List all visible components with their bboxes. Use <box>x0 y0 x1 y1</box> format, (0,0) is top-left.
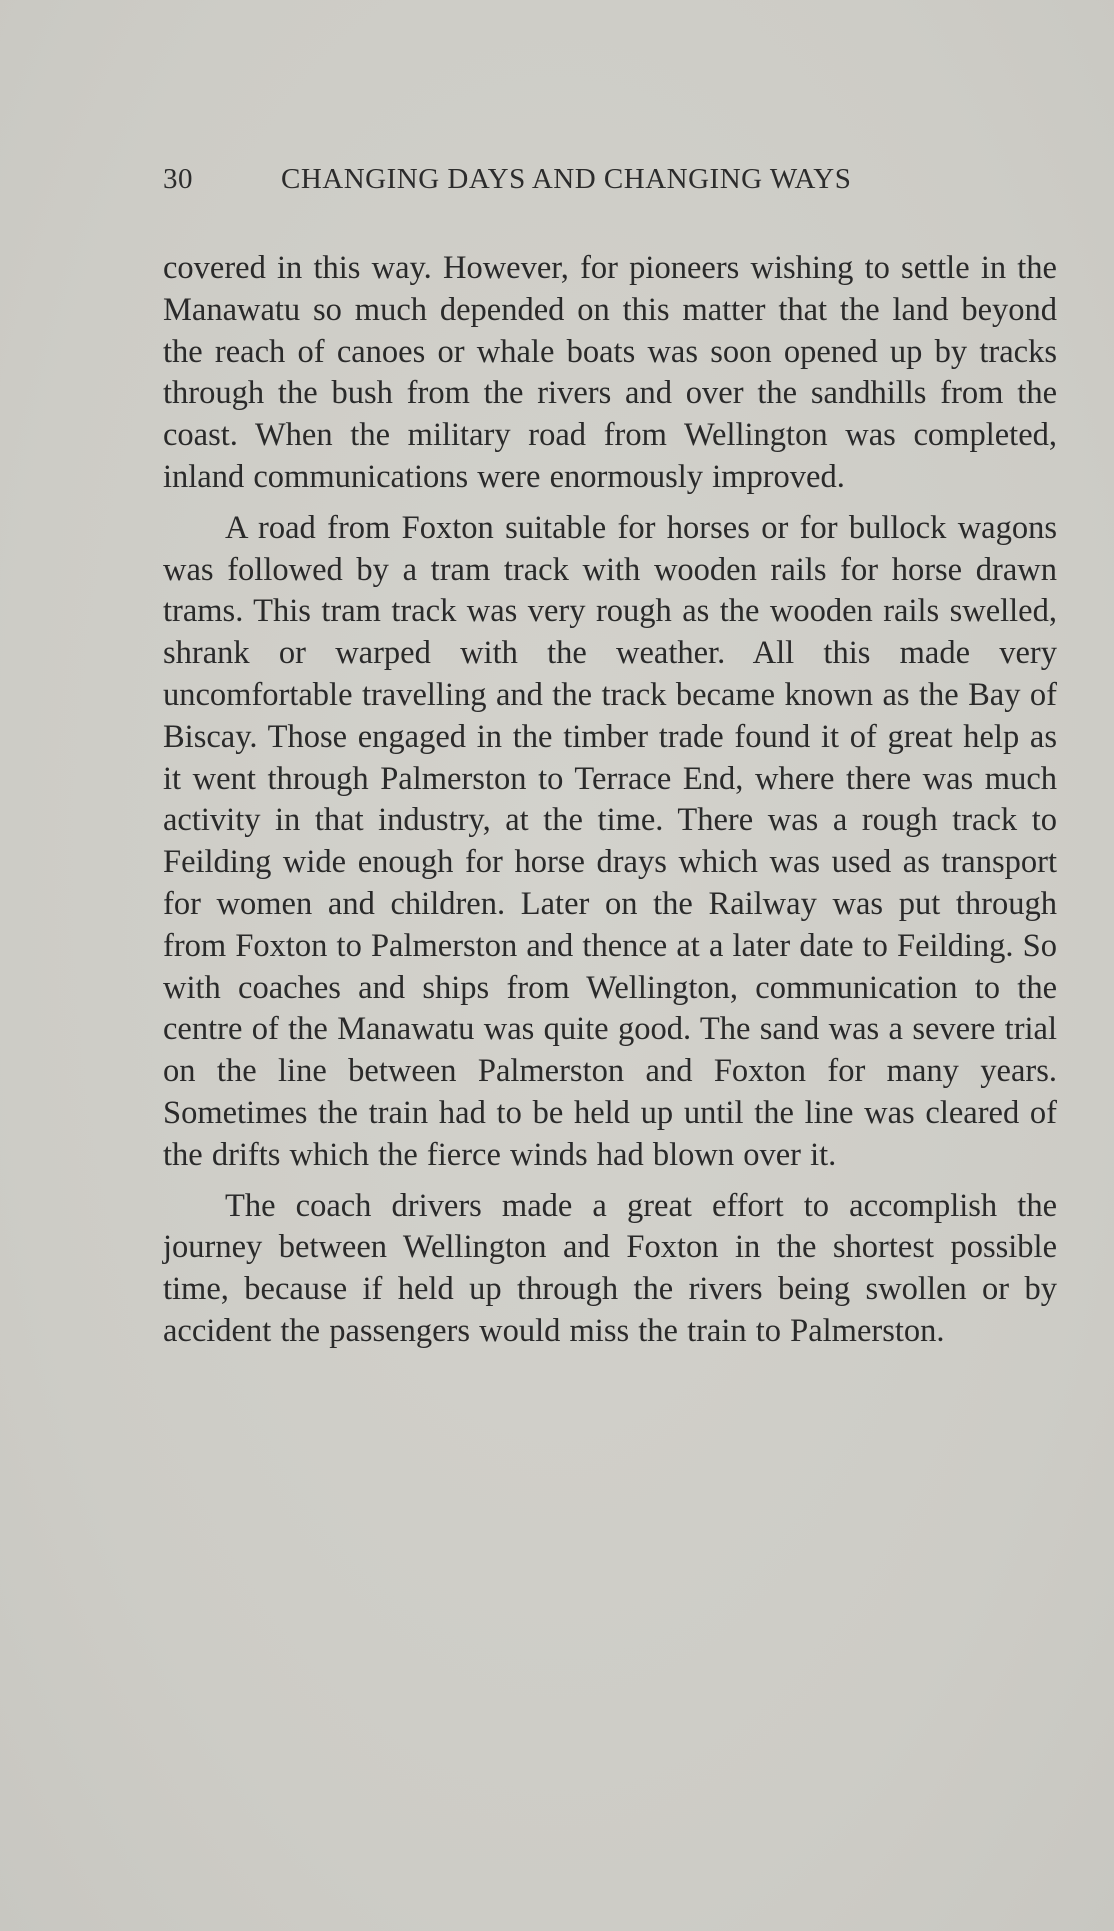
running-title: CHANGING DAYS AND CHANGING WAYS <box>281 163 852 195</box>
body-text <box>163 248 1057 1362</box>
running-head <box>163 163 948 203</box>
paragraph-2: A road from Foxton suitable for horses or for bullock wagons was followed by a tram track with wooden rails for horse drawn trams. This tram track was very rough as the wooden rails swelled, shrank or warped with the weather. All this made very uncomfortable travelling and the track became known as the Bay of Biscay. Those engaged in the timber trade found it of great help as it went through Palmerston to Terrace End, where there was much activity in that industry, at the time. There was a rough track to Feilding wide enough for horse drays which was used as transport for women and children. Later on the Railway was put through from Foxton to Palmerston and thence at a later date to Feilding. So with coaches and ships from Wellington, communication to the centre of the Manawatu was quite good. The sand was a severe trial on the line between Palmerston and Foxton for many years. Sometimes the train had to be held up until the line was cleared of the drifts which the fierce winds had blown over it. <box>163 509 1057 1173</box>
page-number: 30 <box>163 163 193 195</box>
paragraph-3: The coach drivers made a great effort to accomplish the journey between Wellington and Foxton in the shortest possible time, because if held up through the rivers being swollen or by accident the passengers would miss the train to Palmerston. <box>163 1187 1057 1349</box>
paragraph-1: covered in this way. However, for pioneers wishing to settle in the Manawatu so much depended on this matter that the land beyond the reach of canoes or whale boats was soon opened up by tracks through the bush from the rivers and over the sandhills from the coast. When the military road from Wellington was completed, inland communications were enormously improved. <box>163 250 1057 495</box>
